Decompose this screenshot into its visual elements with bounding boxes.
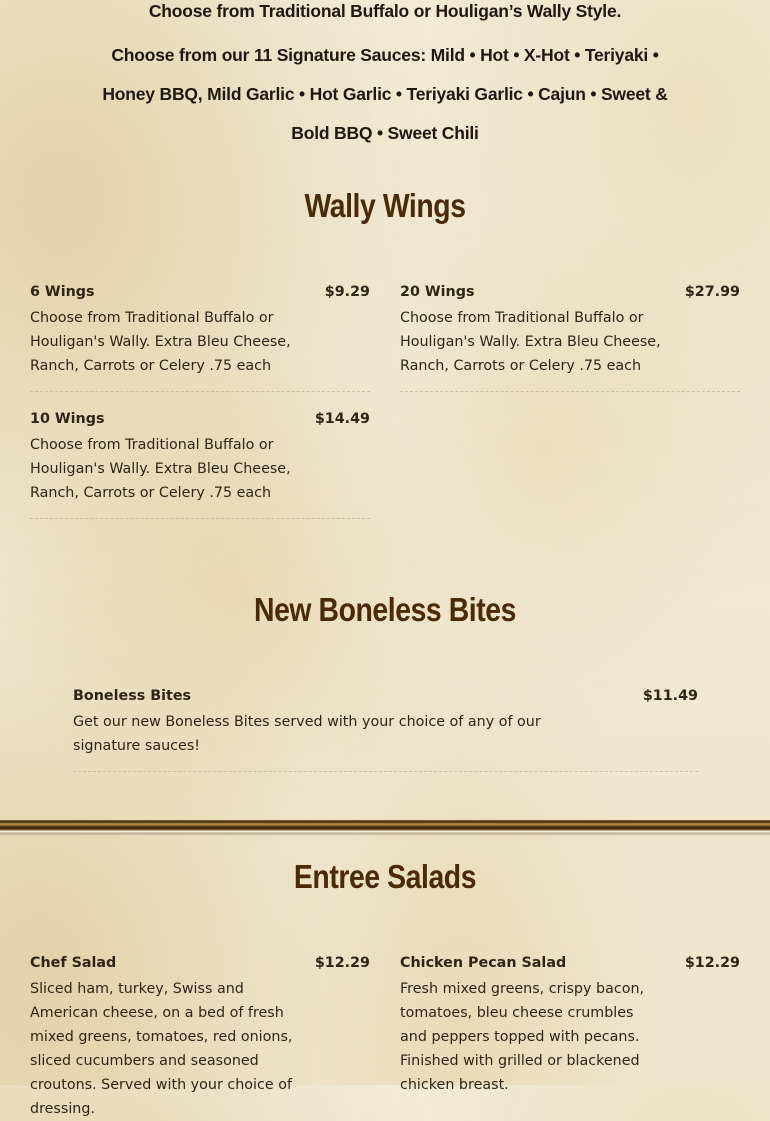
- item-divider: [30, 391, 370, 392]
- item-description: Choose from Traditional Buffalo or Houligan's Wally. Extra Bleu Cheese, Ranch, Carrots or Celery .75 each: [30, 310, 291, 374]
- item-divider: [400, 391, 740, 392]
- item-price: $11.49: [642, 688, 698, 704]
- menu-item-6-wings: [30, 282, 370, 392]
- intro-sauces-line: Choose from our 11 Signature Sauces: Mild • Hot • X-Hot • Teriyaki • Honey BBQ, Mild Garlic • Hot Garlic • Teriyaki Garlic • Cajun • Sweet & Bold BBQ • Sweet Chili: [102, 45, 668, 143]
- menu-item-chicken-pecan-salad: [400, 953, 740, 1093]
- item-description: Choose from Traditional Buffalo or Houligan's Wally. Extra Bleu Cheese, Ranch, Carrots or Celery .75 each: [30, 437, 291, 501]
- item-price: $27.99: [684, 284, 740, 300]
- menu-item-20-wings: [400, 282, 740, 392]
- item-price: $14.49: [314, 411, 370, 427]
- intro-style-line: Choose from Traditional Buffalo or Houligan’s Wally Style.: [148, 1, 622, 21]
- item-price: $12.29: [684, 955, 740, 971]
- item-name: Boneless Bites: [73, 688, 192, 704]
- menu-item-boneless-bites: [73, 686, 698, 772]
- menu-item-10-wings: [30, 409, 370, 519]
- item-name: 6 Wings: [30, 284, 95, 300]
- item-name: 10 Wings: [30, 411, 105, 427]
- item-name: 20 Wings: [400, 284, 475, 300]
- section-title-wally-wings: Wally Wings: [304, 187, 466, 224]
- item-divider: [30, 518, 370, 519]
- section-title-boneless-bites: New Boneless Bites: [254, 591, 516, 628]
- menu-item-chef-salad: [30, 953, 370, 1117]
- item-description: Sliced ham, turkey, Swiss and American cheese, on a bed of fresh mixed greens, tomatoes, red onions, sliced cucumbers and seasoned croutons. Served with your choice of dressing.: [30, 981, 293, 1117]
- item-name: Chicken Pecan Salad: [400, 955, 567, 971]
- item-price: $9.29: [324, 284, 370, 300]
- item-description: Get our new Boneless Bites served with your choice of any of our signature sauces!: [73, 714, 541, 754]
- item-price: $12.29: [314, 955, 370, 971]
- section-divider-bar: [0, 820, 770, 836]
- item-divider: [73, 771, 698, 772]
- item-description: Fresh mixed greens, crispy bacon, tomatoes, bleu cheese crumbles and peppers topped with pecans. Finished with grilled or blackened chicken breast.: [400, 981, 645, 1093]
- item-description: Choose from Traditional Buffalo or Houligan's Wally. Extra Bleu Cheese, Ranch, Carrots or Celery .75 each: [400, 310, 661, 374]
- item-name: Chef Salad: [30, 955, 117, 971]
- section-title-entree-salads: Entree Salads: [293, 858, 477, 895]
